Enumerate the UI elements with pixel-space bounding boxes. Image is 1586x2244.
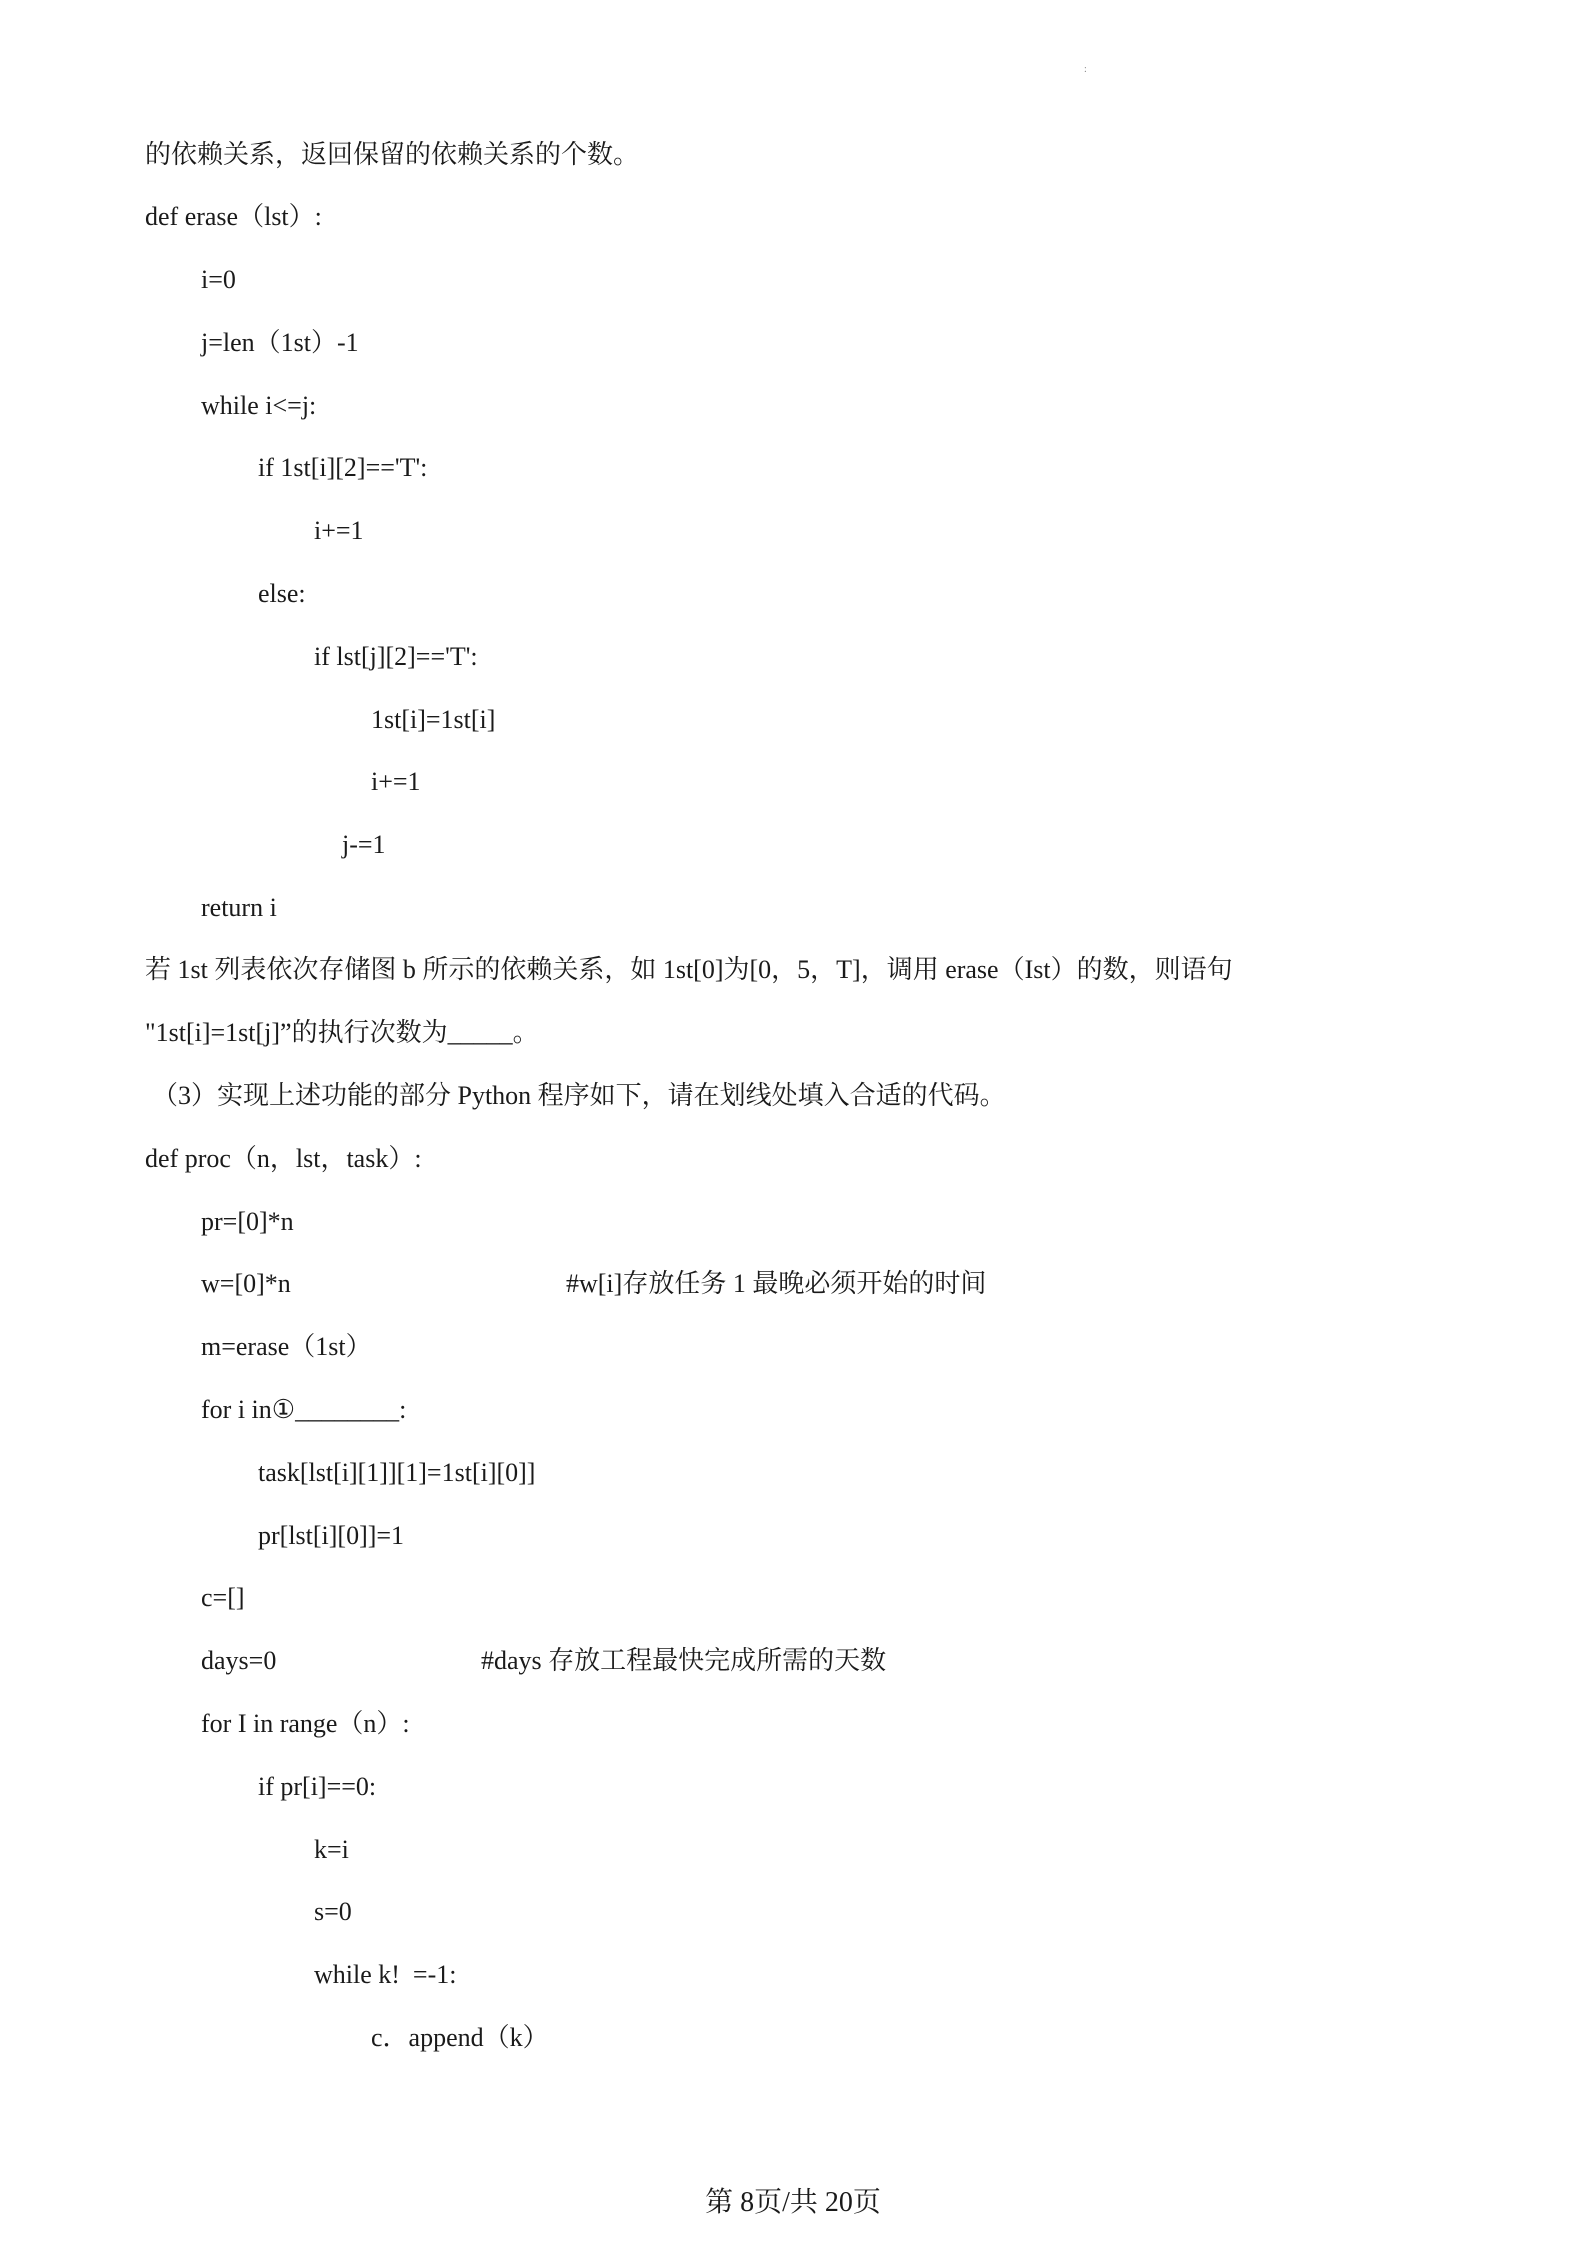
corner-mark: :	[1084, 64, 1087, 75]
code-line: while k! =-1:	[314, 1960, 457, 1989]
code-line: while i<=j:	[201, 391, 317, 420]
code-line: j-=1	[342, 830, 386, 859]
code-comment: #days 存放工程最快完成所需的天数	[481, 1646, 887, 1675]
code-line: k=i	[314, 1835, 349, 1864]
code-line: j=len（1st）-1	[201, 328, 359, 357]
code-line: i+=1	[371, 767, 421, 796]
code-line-blank-1: for i in①________:	[201, 1395, 407, 1424]
code-line: else:	[258, 579, 306, 608]
text-line-intro: 的依赖关系，返回保留的依赖关系的个数。	[145, 140, 640, 169]
page-number-footer: 第 8页/共 20页	[705, 2187, 881, 2218]
code-line: m=erase（1st）	[201, 1332, 372, 1361]
code-line-def-proc: def proc（n，lst，task）:	[145, 1144, 422, 1173]
code-line: if pr[i]==0:	[258, 1772, 377, 1801]
question-text-part-3: （3）实现上述功能的部分 Python 程序如下，请在划线处填入合适的代码。	[152, 1081, 1006, 1110]
code-line: if 1st[i][2]=='T':	[258, 453, 428, 482]
code-line: pr[lst[i][0]]=1	[258, 1521, 405, 1550]
code-line: days=0	[201, 1646, 277, 1675]
code-line: for I in range（n）:	[201, 1709, 410, 1738]
code-line: w=[0]*n	[201, 1269, 291, 1298]
code-line: c=[]	[201, 1583, 245, 1612]
question-text: "1st[i]=1st[j]”的执行次数为_____。	[145, 1018, 539, 1047]
code-line: return i	[201, 893, 277, 922]
code-line: 1st[i]=1st[i]	[371, 705, 496, 734]
code-line: s=0	[314, 1897, 352, 1926]
code-line: if lst[j][2]=='T':	[314, 642, 478, 671]
code-line: i=0	[201, 265, 236, 294]
code-line: pr=[0]*n	[201, 1207, 294, 1236]
code-line-def-erase: def erase（lst）:	[145, 202, 322, 231]
code-line: i+=1	[314, 516, 364, 545]
question-text: 若 1st 列表依次存储图 b 所示的依赖关系，如 1st[0]为[0，5，T]，调用 erase（Ist）的数，则语句	[145, 955, 1233, 984]
code-line: c．append（k）	[371, 2023, 549, 2052]
code-comment: #w[i]存放任务 1 最晚必须开始的时间	[566, 1269, 987, 1298]
code-line: task[lst[i][1]][1]=1st[i][0]]	[258, 1458, 536, 1487]
